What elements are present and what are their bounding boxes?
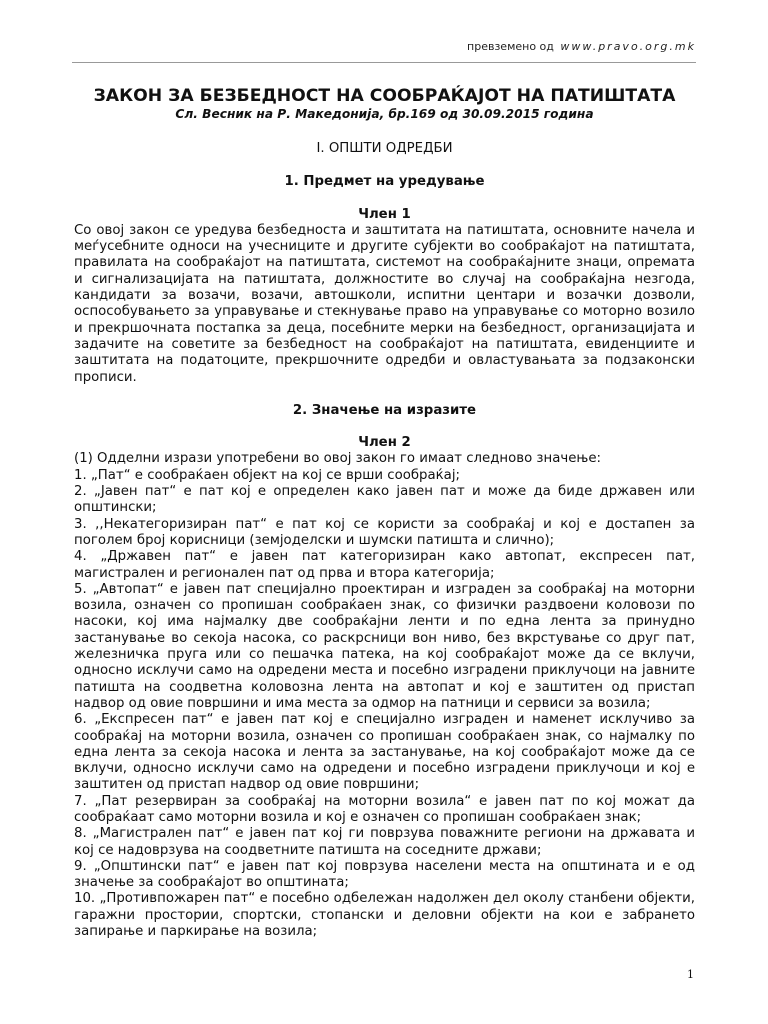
source-prefix: превземено од [467,40,554,53]
chapter-heading-2: 2. Значење на изразите [292,402,477,418]
document-body [74,86,695,940]
list-item: 2. „Јавен пат“ е пат кој е определен како јавен пат и може да биде државен или општински; [74,484,695,516]
article-1-text: Со овој закон се уредува безбедноста и заштитата на патиштата, основните начела и меѓусебните односи на учесниците и другите субјекти во сообраќајот на патиштата, правилата на сообраќајот на патиштата, системот на сообраќајните знаци, опремата и сигнализацијата на патиштата, должностите во случај на сообраќајна незгода, кандидати за возачи, возачи, автошколи, испитни центари и возачки дозволи, оспособувањето за управување и стекнување право на управување со моторно возило и прекршочната постапка за деца, посебните мерки на безбедност, организацијата и задачите на советите за безбедност на сообраќајот на патиштата, евиденциите и заштитата на податоците, прекршочните одредби и овластувањата за подзаконски прописи. [74,222,695,385]
header-divider [72,62,696,63]
gazette-reference: Сл. Весник на Р. Македонија, бр.169 од 30.09.2015 година [175,107,594,121]
definitions-list [74,468,695,941]
list-item: 8. „Магистрален пат“ е јавен пат кој ги поврзува поважните региони на државата и кој се надоврзува на соодветните патишта на соседните држави; [74,826,695,858]
list-item: 3. ,,Некатегоризиран пат“ е пат кој се користи за сообраќај и кој е достапен за поголем број корисници (земјоделски и шумски патишта и слично); [74,516,695,548]
list-item: 7. „Пат резервиран за сообраќај на моторни возила“ е јавен пат по кој можат да сообраќаат само моторни возила и кој е означен со пропишан сообраќаен знак; [74,793,695,825]
source-url[interactable]: www.pravo.org.mk [560,40,696,53]
list-item: 9. „Општински пат“ е јавен пат кој поврзува населени места на општината и е од значење за сообраќајот во општината; [74,858,695,891]
section-heading: I. ОПШТИ ОДРЕДБИ [316,141,453,156]
list-item: 5. „Автопат“ е јавен пат специјално проектиран и изграден за сообраќај на моторни возила, означен со пропишан сообраќаен знак, со физички раздвоени коловози по насоки, кој има најмалку две сообраќајни ленти и по една лента за принудно застанување во секоја насока, со раскрсници вон ниво, без вкрстување со друг пат, железничка пруга или со пешачка патека, на кој сообраќајот може да се вклучи, односно исклучи само на одредени места и посебно изградени приклучоци на јавните патишта на соодветна коловозна лента на автопат и кој е заштитен од пристап надвор од овие површини и има места за одмор на патници и сервиси за возила; [74,581,695,711]
list-item: 1. „Пат“ е сообраќаен објект на кој се врши сообраќај; [74,467,460,483]
source-attribution [467,40,696,53]
list-item: 6. „Експресен пат“ е јавен пат кој е специјално изграден и наменет исклучиво за сообраќај на моторни возила, означен со пропишан сообраќаен знак, со најмалку по една лента за секоја насока и лента за застанување, на кој сообраќајот може да се вклучи, односно исклучи само на одредени и посебно изградени приклучоци и кој е заштитен од пристап надвор од овие површини; [74,712,695,793]
list-item: 10. „Противпожарен пат“ е посебно одбележан надолжен дел околу станбени објекти, гаражни простории, спортски, стопански и деловни објекти на кои е забрането запирање и паркирање на возила; [74,891,695,940]
chapter-heading-1: 1. Предмет на уредување [284,174,485,190]
article-2-title: Член 2 [358,435,411,451]
law-title: ЗАКОН ЗА БЕЗБЕДНОСТ НА СООБРАЌАЈОТ НА ПАТИШТАТА [93,86,676,106]
article-1-title: Член 1 [358,206,411,222]
article-2-intro: (1) Одделни изрази употребени во овој закон го имаат следново значење: [74,451,601,467]
list-item: 4. „Државен пат“ е јавен пат категоризиран како автопат, експресен пат, магистрален и регионален пат од прва и втора категорија; [74,549,695,581]
page-number: 1 [687,968,694,981]
